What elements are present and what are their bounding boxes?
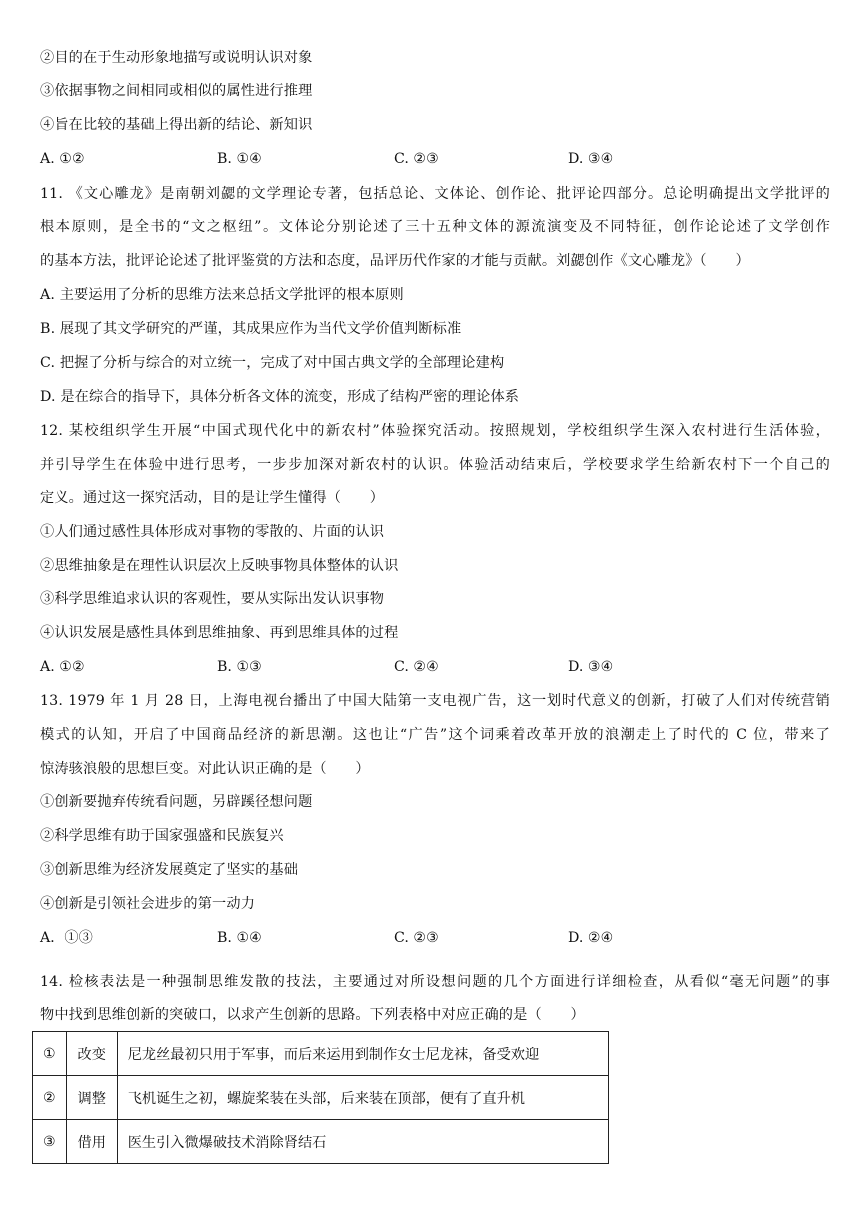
answer-a: A. ①② [40,659,85,675]
option-item-4: ④认识发展是感性具体到思维抽象、再到思维具体的过程 [40,625,399,641]
question-14-text: 14. 检核表法是一种强制思维发散的技法，主要通过对所设想问题的几个方面进行详细检查，从看似“毫无问题”的事 [40,974,830,990]
answer-b: B. ①④ [217,930,262,946]
question-13-text: 模式的认知，开启了中国商品经济的新思潮。这也让“广告”这个词乘着改革开放的浪潮走上了时代的 C 位，带来了 [40,727,830,743]
method-cell: 调整 [66,1076,117,1120]
answer-options-q12 [40,657,800,677]
answer-a: A. ①② [40,151,85,167]
example-cell: 医生引入微爆破技术消除肾结石 [117,1120,608,1164]
answer-b: B. 展现了其文学研究的严谨，其成果应作为当代文学价值判断标准 [40,321,462,337]
answer-b: B. ①④ [217,151,262,167]
answer-c: C. 把握了分析与综合的对立统一，完成了对中国古典文学的全部理论建构 [40,355,505,371]
option-item-4: ④旨在比较的基础上得出新的结论、新知识 [40,117,313,133]
option-item-3: ③依据事物之间相同或相似的属性进行推理 [40,83,313,99]
option-item-3: ③创新思维为经济发展奠定了坚实的基础 [40,862,299,878]
method-cell: 借用 [66,1120,117,1164]
option-item-4: ④创新是引领社会进步的第一动力 [40,896,256,912]
question-12-text: 12. 某校组织学生开展“中国式现代化中的新农村”体验探究活动。按照规划，学校组织学生深入农村进行生活体验， [40,423,830,439]
option-item-1: ①人们通过感性具体形成对事物的零散的、片面的认识 [40,524,385,540]
answer-c: C. ②④ [394,659,439,675]
method-cell: 改变 [66,1032,117,1076]
checklist-table [32,1031,609,1164]
answer-c: C. ②③ [394,151,439,167]
example-cell: 飞机诞生之初，螺旋桨装在头部，后来装在顶部，便有了直升机 [117,1076,608,1120]
example-cell: 尼龙丝最初只用于军事，而后来运用到制作女士尼龙袜，备受欢迎 [117,1032,608,1076]
row-number: ② [33,1076,67,1120]
question-12-text: 定义。通过这一探究活动，目的是让学生懂得（ ） [40,490,385,506]
answer-b: B. ①③ [217,659,262,675]
option-item-1: ①创新要抛弃传统看问题，另辟蹊径想问题 [40,794,313,810]
row-number: ③ [33,1120,67,1164]
table-row [33,1076,609,1120]
answer-d: D. ③④ [568,659,614,675]
option-item-2: ②科学思维有助于国家强盛和民族复兴 [40,828,284,844]
answer-a: A．①③ [40,930,93,946]
option-item-2: ②思维抽象是在理性认识层次上反映事物具体整体的认识 [40,558,399,574]
option-item-2: ②目的在于生动形象地描写或说明认识对象 [40,50,313,66]
answer-d: D. ③④ [568,151,614,167]
question-13-text: 惊涛骇浪般的思想巨变。对此认识正确的是（ ） [40,761,370,777]
answer-c: C. ②③ [394,930,439,946]
question-14-text: 物中找到思维创新的突破口，以求产生创新的思路。下列表格中对应正确的是（ ） [40,1007,585,1023]
table-row [33,1032,609,1076]
question-11-text: 根本原则，是全书的“文之枢纽”。文体论分别论述了三十五种文体的源流演变及不同特征，创作论论述了文学创作 [40,219,830,235]
row-number: ① [33,1032,67,1076]
table-row [33,1120,609,1164]
question-12-text: 并引导学生在体验中进行思考，一步步加深对新农村的认识。体验活动结束后，学校要求学生给新农村下一个自己的 [40,457,830,473]
answer-d: D. 是在综合的指导下，具体分析各文体的流变，形成了结构严密的理论体系 [40,389,520,405]
question-13-text: 13. 1979 年 1 月 28 日，上海电视台播出了中国大陆第一支电视广告，这一划时代意义的创新，打破了人们对传统营销 [40,693,830,709]
answer-options-q13 [40,928,800,948]
question-11-text: 的基本方法，批评论论述了批评鉴赏的方法和态度，品评历代作家的才能与贡献。刘勰创作《文心雕龙》（ ） [40,253,750,269]
answer-options-q10 [40,149,800,169]
question-11-text: 11. 《文心雕龙》是南朝刘勰的文学理论专著，包括总论、文体论、创作论、批评论四部分。总论明确提出文学批评的 [40,186,830,202]
answer-a: A. 主要运用了分析的思维方法来总括文学批评的根本原则 [40,287,404,303]
answer-d: D. ②④ [568,930,614,946]
option-item-3: ③科学思维追求认识的客观性，要从实际出发认识事物 [40,591,385,607]
